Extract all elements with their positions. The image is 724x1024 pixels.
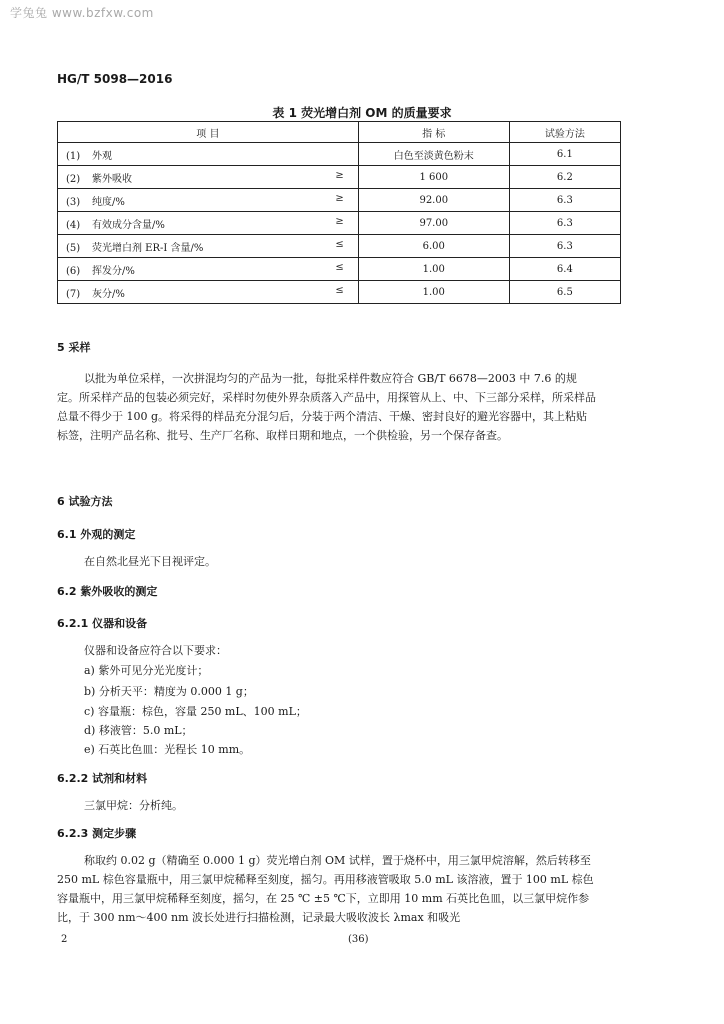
row-spec: 白色至淡黄色粉末 [358, 143, 509, 166]
row-item [58, 212, 359, 235]
header-spec: 指 标 [358, 122, 509, 143]
table-header-row [58, 122, 621, 143]
row-item-label: 有效成分含量/% [92, 219, 165, 231]
header-item: 项 目 [58, 122, 359, 143]
row-method: 6.5 [509, 281, 620, 304]
row-symbol: ≥ [335, 216, 344, 227]
row-method: 6.2 [509, 166, 620, 189]
table-row [58, 281, 621, 304]
section-6-heading: 6 试验方法 [57, 495, 113, 508]
row-method: 6.3 [509, 235, 620, 258]
section-6-1-body: 在自然北昼光下目视评定。 [84, 555, 216, 568]
row-item-label: 外观 [92, 150, 112, 162]
row-method: 6.4 [509, 258, 620, 281]
list-item: b) 分析天平：精度为 0.000 1 g； [84, 685, 254, 698]
section-5-heading: 5 采样 [57, 341, 91, 354]
row-item-label: 挥发分/% [92, 265, 135, 277]
section-6-2-3-body: 称取约 0.02 g（精确至 0.000 1 g）荧光增白剂 OM 试样，置于烧杯中，用三氯甲烷溶解，然后转移至 250 mL 棕色容量瓶中，用三氯甲烷稀释至刻度，摇匀。再用移液管吸取 5.0 mL 该溶液，置于 100 mL 棕色容量瓶中，用三氯甲烷稀释至刻度，摇匀，在 25 ℃ ±5 ℃下，立即用 10 mm 石英比色皿，以三氯甲烷作参比，于 300 nm～400 nm 波长处进行扫描检测，记录最大吸收波长 λmax 和吸光 [57, 854, 594, 924]
table-row [58, 166, 621, 189]
page-number-center: (36) [348, 934, 369, 945]
row-spec: 1 600 [358, 166, 509, 189]
row-method: 6.1 [509, 143, 620, 166]
row-method: 6.3 [509, 189, 620, 212]
row-spec: 1.00 [358, 258, 509, 281]
row-spec: 6.00 [358, 235, 509, 258]
standard-code: HG/T 5098—2016 [57, 72, 173, 86]
row-number: (3) [66, 196, 81, 208]
row-number: (2) [66, 173, 81, 185]
table-row [58, 258, 621, 281]
table-title: 表 1 荧光增白剂 OM 的质量要求 [272, 106, 452, 120]
section-6-2-2-body: 三氯甲烷：分析纯。 [84, 799, 183, 812]
row-symbol: ≥ [335, 193, 344, 204]
row-item [58, 258, 359, 281]
table-row [58, 235, 621, 258]
table-row [58, 212, 621, 235]
row-item [58, 166, 359, 189]
row-spec: 92.00 [358, 189, 509, 212]
row-item-label: 纯度/% [92, 196, 125, 208]
row-number: (7) [66, 288, 81, 300]
list-item: e) 石英比色皿：光程长 10 mm。 [84, 743, 251, 756]
quality-requirements-table [57, 121, 621, 304]
row-symbol: ≤ [335, 262, 344, 273]
row-item-label: 灰分/% [92, 288, 125, 300]
row-item [58, 143, 359, 166]
row-symbol: ≤ [335, 239, 344, 250]
section-5-body: 以批为单位采样，一次拼混均匀的产品为一批，每批采样件数应符合 GB/T 6678—2003 中 7.6 的规定。所采样产品的包装必须完好，采样时勿使外界杂质落入产品中，用探管从上、中、下三部分采样，所采样品总量不得少于 100 g。将采得的样品充分混匀后，分装于两个清洁、干燥、密封良好的避光容器中，其上粘贴标签，注明产品名称、批号、生产厂名称、取样日期和地点，一个供检验，另一个保存备查。 [57, 372, 596, 442]
row-number: (6) [66, 265, 81, 277]
list-item: a) 紫外可见分光光度计； [84, 664, 209, 677]
table-row [58, 189, 621, 212]
section-6-1-heading: 6.1 外观的测定 [57, 528, 136, 541]
section-6-2-3-heading: 6.2.3 测定步骤 [57, 827, 137, 840]
section-6-2-1-heading: 6.2.1 仪器和设备 [57, 617, 148, 630]
watermark-text: 学兔兔 www.bzfxw.com [10, 6, 154, 20]
page-number-left: 2 [61, 934, 68, 945]
section-6-2-2-heading: 6.2.2 试剂和材料 [57, 772, 148, 785]
row-spec: 1.00 [358, 281, 509, 304]
row-number: (5) [66, 242, 81, 254]
header-method: 试验方法 [509, 122, 620, 143]
row-method: 6.3 [509, 212, 620, 235]
row-number: (1) [66, 150, 81, 162]
row-symbol: ≥ [335, 170, 344, 181]
row-item [58, 235, 359, 258]
row-item [58, 189, 359, 212]
row-item-label: 紫外吸收 [92, 173, 132, 185]
list-item: c) 容量瓶：棕色，容量 250 mL、100 mL； [84, 705, 307, 718]
row-item-label: 荧光增白剂 ER-I 含量/% [92, 242, 204, 254]
row-symbol: ≤ [335, 285, 344, 296]
row-number: (4) [66, 219, 81, 231]
row-spec: 97.00 [358, 212, 509, 235]
list-item: d) 移液管：5.0 mL； [84, 724, 193, 737]
section-6-2-1-intro: 仪器和设备应符合以下要求： [84, 644, 227, 657]
section-6-2-heading: 6.2 紫外吸收的测定 [57, 585, 158, 598]
table-row [58, 143, 621, 166]
row-item [58, 281, 359, 304]
